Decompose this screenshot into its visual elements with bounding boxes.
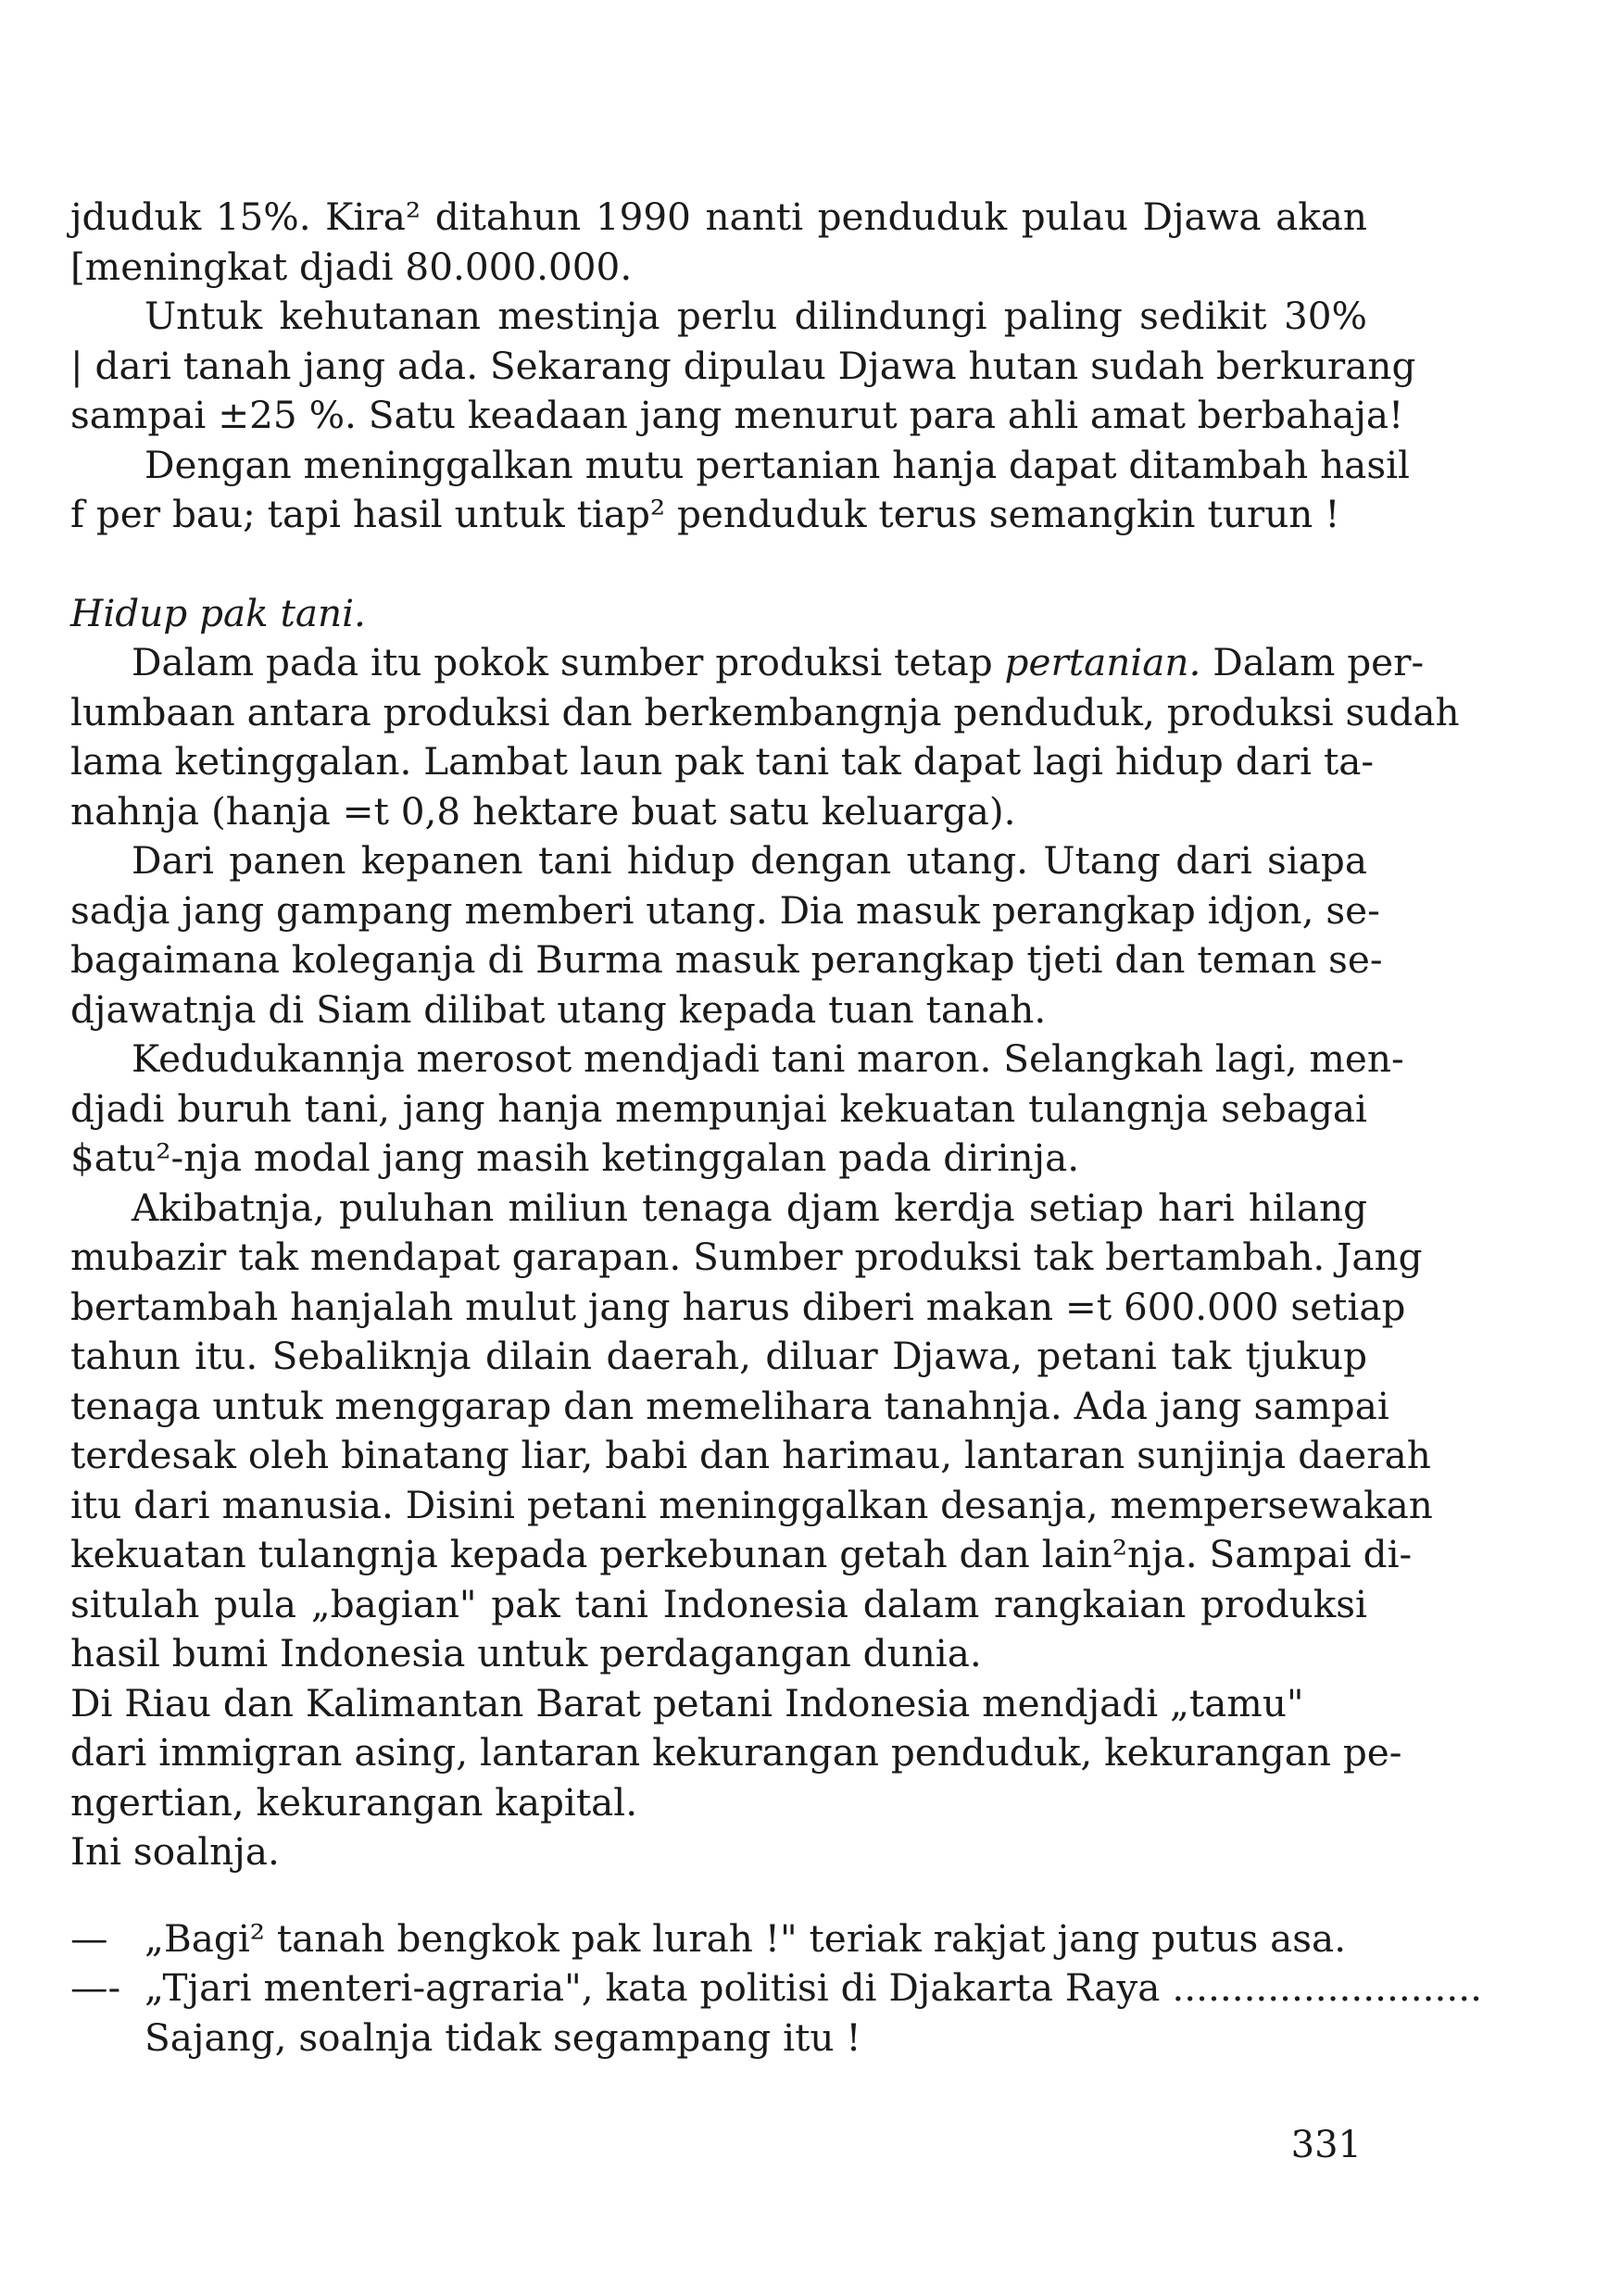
paragraph-4 [70,638,1460,836]
paragraph-6 [70,1035,1404,1184]
text-line: lama ketinggalan. Lambat laun pak tani tak dapat lagi hidup dari ta- [70,739,1375,784]
text-line: Dari panen kepanen tani hidup dengan utang. Utang dari siapa [132,838,1367,883]
dialogue-block [70,1914,1483,2064]
dialogue-text: „Tjari menteri-agraria", kata politisi di Djakarta Raya .......................... [145,1965,1483,2010]
text-line: tenaga untuk menggarap dan memelihara tanahnja. Ada jang sampai [70,1383,1389,1428]
text-line: Untuk kehutanan mestinja perlu dilindungi paling sedikit 30% [145,294,1367,338]
body-text [70,193,1483,2063]
section-heading [70,589,1367,639]
text-line: situlah pula „bagian" pak tani Indonesia dalam rangkaian produksi [70,1581,1367,1626]
text-line: sadja jang gampang memberi utang. Dia masuk perangkap idjon, se- [70,887,1380,933]
text-fragment: Dalam per- [1200,640,1425,684]
spacer [70,1877,1367,1914]
text-line: tahun itu. Sebaliknja dilain daerah, diluar Djawa, petani tak tjukup [70,1334,1367,1378]
dialogue-dash: — [70,1915,108,1961]
text-line: terdesak oleh binatang liar, babi dan harimau, lantaran sunjinja daerah [70,1433,1431,1477]
text-line: f per bau; tapi hasil untuk tiap² penduduk terus semangkin turun ! [70,492,1340,536]
text-line: $atu²-nja modal jang masih ketinggalan pada dirinja. [70,1135,1080,1180]
text-line: kekuatan tulangnja kepada perkebunan getah dan lain²nja. Sampai di- [70,1532,1413,1576]
text-line: djadi buruh tani, jang hanja mempunjai kekuatan tulangnja sebagai [70,1085,1367,1131]
text-line: bertambah hanjalah mulut jang harus diberi makan =t 600.000 setiap [70,1284,1406,1329]
text-line: [meningkat djadi 80.000.000. [70,244,633,289]
text-line: nahnja (hanja =t 0,8 hektare buat satu keluarga). [70,788,1016,834]
text-line: Ini soalnja. [70,1829,280,1874]
text-line: mubazir tak mendapat garapan. Sumber produksi tak bertambah. Jang [70,1235,1423,1279]
emphasis-word: pertanian. [1004,640,1201,684]
page-number: 331 [1290,2124,1362,2166]
paragraph-8 [70,1679,1402,1877]
text-line: dari immigran asing, lantaran kekurangan penduduk, kekurangan pe- [70,1730,1402,1775]
dialogue-line-3: Sajang, soalnja tidak segampang itu ! [145,2014,861,2060]
text-line: | dari tanah jang ada. Sekarang dipulau Djawa hutan sudah berkurang [70,343,1416,388]
dialogue-dash: —- [70,1965,121,2010]
text-line: Dengan meninggalkan mutu pertanian hanja dapat ditambah hasil [145,442,1411,487]
dialogue-text: „Bagi² tanah bengkok pak lurah !" teriak rakjat jang putus asa. [145,1915,1347,1961]
text-line: bagaimana koleganja di Burma masuk perangkap tjeti dan teman se- [70,937,1383,982]
paragraph-3 [70,441,1411,540]
text-line: sampai ±25 %. Satu keadaan jang menurut para ahli amat berbahaja! [70,393,1404,437]
text-line [70,638,1425,688]
paragraph-7 [70,1184,1433,1679]
paragraph-5 [70,836,1383,1035]
dialogue-line-1 [70,1914,1367,1964]
paragraph-2 [70,292,1416,441]
text-line: ngertian, kekurangan kapital. [70,1779,638,1825]
paragraph-1 [70,193,1367,292]
text-line: lumbaan antara produksi dan berkembangnja penduduk, produksi sudah [70,689,1460,734]
heading-text: Hidup pak tani. [70,590,366,635]
text-line: djawatnja di Siam dilibat utang kepada tuan tanah. [70,986,1047,1032]
dialogue-line-2 [70,1964,1483,2014]
text-line: itu dari manusia. Disini petani meninggalkan desanja, mempersewakan [70,1482,1433,1527]
text-line: jduduk 15%. Kira² ditahun 1990 nanti penduduk pulau Djawa akan [70,194,1367,239]
text-line: Akibatnja, puluhan miliun tenaga djam kerdja setiap hari hilang [132,1185,1367,1230]
text-line: Kedudukannja merosot mendjadi tani maron. Selangkah lagi, men- [132,1036,1404,1081]
text-fragment: Dalam pada itu pokok sumber produksi tetap [132,640,1005,684]
text-line: Di Riau dan Kalimantan Barat petani Indonesia mendjadi „tamu" [70,1680,1304,1725]
text-line: hasil bumi Indonesia untuk perdagangan dunia. [70,1631,982,1675]
